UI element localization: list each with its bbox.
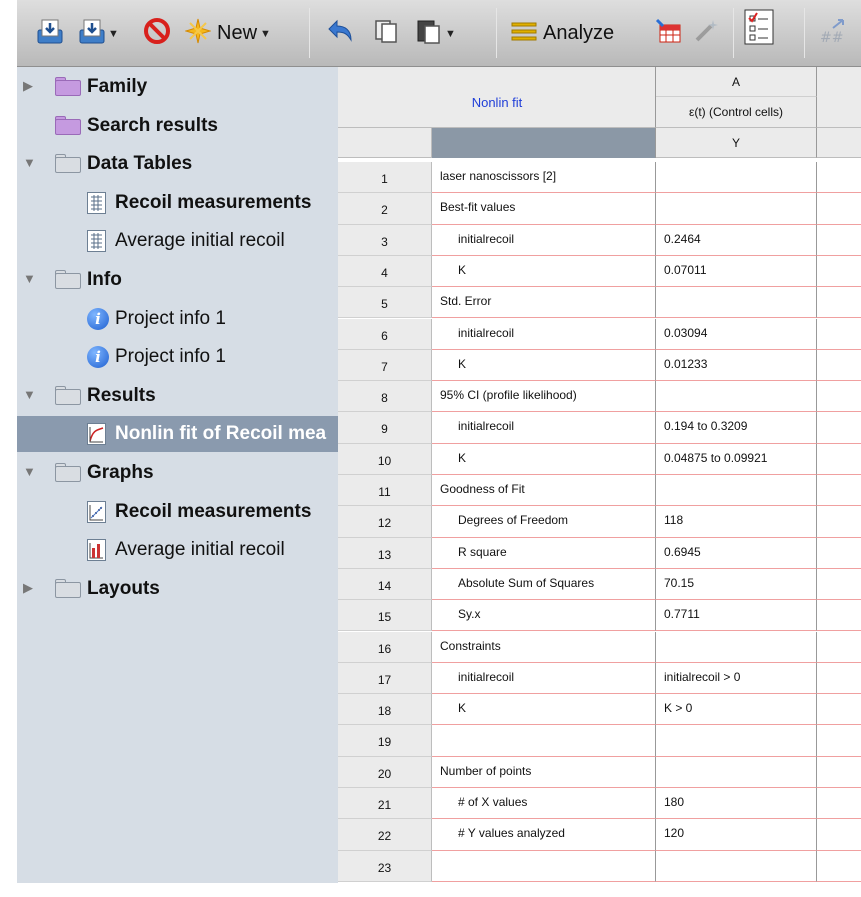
copy-button[interactable] — [373, 0, 399, 67]
empty-cell[interactable] — [817, 412, 861, 443]
chevron-down-icon: ▼ — [445, 27, 456, 40]
table-row — [338, 225, 861, 256]
row-title-cell[interactable]: Constraints — [432, 632, 656, 663]
table-row — [338, 162, 861, 193]
row-title-cell[interactable]: Best-fit values — [432, 193, 656, 224]
table-row — [338, 350, 861, 381]
bar-graph-icon — [87, 539, 106, 561]
row-title-cell[interactable]: initialrecoil — [432, 319, 656, 350]
sheet-title: Nonlin fit — [471, 95, 523, 110]
folder-icon — [55, 116, 81, 135]
table-row — [338, 287, 861, 318]
table-row — [338, 788, 861, 819]
sidebar-item-label: Search results — [87, 114, 218, 136]
analyze-icon — [511, 20, 537, 47]
sidebar-item[interactable] — [17, 301, 338, 337]
new-star-icon — [185, 18, 211, 49]
row-title-cell[interactable] — [432, 725, 656, 756]
empty-cell[interactable] — [817, 162, 861, 193]
row-title-cell[interactable]: K — [432, 444, 656, 475]
table-row — [338, 694, 861, 725]
results-sheet-icon — [87, 423, 106, 445]
value-cell[interactable]: 120 — [656, 819, 817, 850]
sidebar-item[interactable] — [17, 532, 338, 568]
row-number[interactable]: 7 — [338, 350, 432, 381]
value-cell[interactable] — [656, 162, 817, 193]
empty-cell[interactable] — [817, 819, 861, 850]
sidebar-item-label: Layouts — [87, 577, 160, 599]
sidebar-item[interactable] — [17, 69, 338, 105]
value-cell[interactable]: 70.15 — [656, 569, 817, 600]
table-row — [338, 256, 861, 287]
new-label: New — [217, 22, 258, 44]
value-cell[interactable]: 0.04875 to 0.09921 — [656, 444, 817, 475]
empty-cell[interactable] — [817, 600, 861, 631]
chevron-down-icon: ▼ — [108, 27, 119, 40]
empty-cell[interactable] — [817, 538, 861, 569]
row-number[interactable]: 19 — [338, 725, 432, 756]
row-title-cell[interactable]: # of X values — [432, 788, 656, 819]
value-cell[interactable]: K > 0 — [656, 694, 817, 725]
sidebar-item-label: Recoil measurements — [115, 500, 312, 522]
toolbar — [17, 0, 861, 67]
folder-icon — [55, 77, 81, 96]
navigator-sidebar — [17, 67, 338, 883]
new-button[interactable] — [185, 0, 271, 67]
empty-cell[interactable] — [817, 663, 861, 694]
row-title-cell[interactable]: initialrecoil — [432, 412, 656, 443]
sidebar-item[interactable] — [17, 262, 338, 298]
disclosure-expanded-icon[interactable]: ▼ — [23, 386, 36, 402]
export-icon — [79, 18, 105, 49]
row-number[interactable]: 21 — [338, 788, 432, 819]
paste-icon — [416, 18, 442, 49]
column-a-subheader: Y — [656, 128, 817, 158]
row-number[interactable]: 2 — [338, 193, 432, 224]
empty-cell[interactable] — [817, 193, 861, 224]
value-cell[interactable] — [656, 851, 817, 882]
toolbar-divider — [496, 8, 497, 58]
table-row — [338, 851, 861, 882]
table-row — [338, 475, 861, 506]
row-number[interactable]: 13 — [338, 538, 432, 569]
stop-icon — [144, 18, 170, 49]
undo-button[interactable] — [325, 0, 353, 67]
empty-cell[interactable] — [817, 788, 861, 819]
value-cell[interactable] — [656, 725, 817, 756]
folder-icon — [55, 386, 81, 405]
sidebar-item[interactable] — [17, 146, 338, 182]
row-title-cell[interactable]: Absolute Sum of Squares — [432, 569, 656, 600]
value-cell[interactable]: 0.6945 — [656, 538, 817, 569]
empty-cell[interactable] — [817, 851, 861, 882]
row-title-cell[interactable]: 95% CI (profile likelihood) — [432, 381, 656, 412]
value-cell[interactable]: 0.194 to 0.3209 — [656, 412, 817, 443]
value-cell[interactable] — [656, 381, 817, 412]
row-title-cell[interactable]: Std. Error — [432, 287, 656, 318]
row-number[interactable]: 16 — [338, 632, 432, 663]
value-cell[interactable]: 118 — [656, 506, 817, 537]
svg-text:##: ## — [820, 30, 844, 44]
analyze-label: Analyze — [543, 22, 615, 44]
sidebar-item-label: Nonlin fit of Recoil mea — [115, 423, 327, 445]
row-title-cell[interactable]: K — [432, 256, 656, 287]
row-number[interactable]: 11 — [338, 475, 432, 506]
empty-cell[interactable] — [817, 444, 861, 475]
row-number[interactable]: 18 — [338, 694, 432, 725]
row-title-cell[interactable]: # Y values analyzed — [432, 819, 656, 850]
value-cell[interactable] — [656, 193, 817, 224]
column-a-header[interactable]: A — [656, 67, 817, 97]
empty-cell[interactable] — [817, 287, 861, 318]
data-table-icon — [87, 230, 106, 252]
row-number[interactable]: 14 — [338, 569, 432, 600]
checklist-button[interactable] — [744, 0, 774, 63]
folder-icon — [55, 579, 81, 598]
empty-cell[interactable] — [817, 319, 861, 350]
table-row — [338, 600, 861, 631]
row-number[interactable]: 23 — [338, 851, 432, 882]
table-row — [338, 444, 861, 475]
table-row — [338, 725, 861, 756]
disclosure-expanded-icon[interactable]: ▼ — [23, 155, 36, 171]
table-row — [338, 319, 861, 350]
disclosure-expanded-icon[interactable]: ▼ — [23, 271, 36, 286]
checklist-icon — [744, 9, 774, 50]
table-row — [338, 506, 861, 537]
sheet-title-cell — [338, 67, 656, 128]
row-number[interactable]: 12 — [338, 506, 432, 537]
undo-icon — [325, 18, 353, 49]
sidebar-item-label: Average initial recoil — [115, 539, 285, 561]
number-format-button[interactable] — [819, 0, 847, 67]
row-number[interactable]: 15 — [338, 600, 432, 631]
sidebar-item-label: Data Tables — [87, 153, 193, 175]
table-button[interactable] — [654, 0, 682, 67]
results-sheet — [338, 67, 861, 883]
row-title-cell[interactable]: K — [432, 694, 656, 725]
row-title-cell[interactable]: initialrecoil — [432, 663, 656, 694]
info-icon: i — [87, 346, 109, 368]
row-title-cell[interactable]: Number of points — [432, 757, 656, 788]
empty-cell[interactable] — [817, 632, 861, 663]
table-row — [338, 193, 861, 224]
empty-cell[interactable] — [817, 757, 861, 788]
row-title-cell[interactable]: initialrecoil — [432, 225, 656, 256]
empty-cell[interactable] — [817, 694, 861, 725]
sidebar-item-label: Recoil measurements — [115, 191, 312, 213]
value-cell[interactable]: 0.2464 — [656, 225, 817, 256]
table-row — [338, 663, 861, 694]
sidebar-item-label: Family — [87, 76, 148, 97]
empty-cell[interactable] — [817, 475, 861, 506]
row-title-header — [432, 128, 656, 158]
table-row — [338, 412, 861, 443]
toolbar-divider — [733, 8, 734, 58]
import-button[interactable] — [37, 0, 63, 67]
folder-icon — [55, 270, 81, 289]
sidebar-item-label: Results — [87, 384, 156, 406]
table-row — [338, 819, 861, 850]
row-title-cell[interactable]: Degrees of Freedom — [432, 506, 656, 537]
value-cell[interactable]: 0.01233 — [656, 350, 817, 381]
row-number[interactable]: 8 — [338, 381, 432, 412]
sidebar-item[interactable] — [17, 378, 338, 414]
row-title-cell[interactable]: Sy.x — [432, 600, 656, 631]
disclosure-collapsed-icon[interactable]: ▶ — [23, 579, 33, 595]
column-b-subheader — [817, 128, 861, 158]
toolbar-divider — [309, 8, 310, 58]
value-cell[interactable] — [656, 287, 817, 318]
folder-icon — [55, 154, 81, 173]
table-row — [338, 757, 861, 788]
toolbar-divider — [804, 8, 805, 58]
sidebar-item[interactable] — [17, 108, 338, 144]
analyze-button[interactable] — [511, 0, 614, 67]
row-number[interactable]: 4 — [338, 256, 432, 287]
paste-button[interactable] — [416, 0, 456, 67]
sidebar-item[interactable] — [17, 571, 338, 607]
value-cell[interactable]: 180 — [656, 788, 817, 819]
empty-cell[interactable] — [817, 506, 861, 537]
empty-cell[interactable] — [817, 381, 861, 412]
wand-icon — [693, 18, 721, 49]
row-title-cell[interactable]: laser nanoscissors [2] — [432, 162, 656, 193]
chevron-down-icon: ▼ — [260, 27, 271, 40]
xy-graph-icon — [87, 501, 106, 523]
export-button[interactable] — [79, 0, 119, 67]
value-cell[interactable]: 0.7711 — [656, 600, 817, 631]
row-number[interactable]: 3 — [338, 225, 432, 256]
sidebar-item[interactable] — [17, 494, 338, 530]
row-number[interactable]: 6 — [338, 319, 432, 350]
disclosure-expanded-icon[interactable]: ▼ — [23, 464, 36, 479]
row-title-cell[interactable]: R square — [432, 538, 656, 569]
value-cell[interactable]: 0.07011 — [656, 256, 817, 287]
empty-cell[interactable] — [817, 350, 861, 381]
stop-button[interactable] — [144, 0, 170, 67]
row-number[interactable]: 10 — [338, 444, 432, 475]
sidebar-item[interactable] — [17, 455, 338, 491]
value-cell[interactable]: initialrecoil > 0 — [656, 663, 817, 694]
sidebar-item[interactable] — [17, 185, 338, 221]
sidebar-item-label: Project info 1 — [115, 307, 226, 329]
table-row — [338, 538, 861, 569]
column-b-header[interactable] — [817, 67, 861, 128]
value-cell[interactable] — [656, 475, 817, 506]
table-row — [338, 569, 861, 600]
row-number[interactable]: 17 — [338, 663, 432, 694]
value-cell[interactable] — [656, 632, 817, 663]
sidebar-item[interactable] — [17, 339, 338, 375]
table-row — [338, 632, 861, 663]
disclosure-collapsed-icon[interactable]: ▶ — [23, 78, 33, 93]
empty-cell[interactable] — [817, 256, 861, 287]
sidebar-item-label: Project info 1 — [115, 346, 226, 368]
row-number[interactable]: 22 — [338, 819, 432, 850]
table-icon — [654, 18, 682, 49]
empty-cell[interactable] — [817, 725, 861, 756]
empty-cell[interactable] — [817, 569, 861, 600]
column-a-title[interactable]: ε(t) (Control cells) — [656, 97, 817, 128]
row-title-cell[interactable]: K — [432, 350, 656, 381]
row-title-cell[interactable] — [432, 851, 656, 882]
row-number[interactable]: 1 — [338, 162, 432, 193]
wand-button[interactable] — [693, 0, 721, 67]
sidebar-item-label: Graphs — [87, 462, 154, 483]
value-cell[interactable] — [656, 757, 817, 788]
sidebar-item[interactable] — [17, 223, 338, 259]
row-number[interactable]: 5 — [338, 287, 432, 318]
info-icon: i — [87, 308, 109, 330]
row-number[interactable]: 20 — [338, 757, 432, 788]
copy-icon — [373, 18, 399, 49]
table-row — [338, 381, 861, 412]
row-title-cell[interactable]: Goodness of Fit — [432, 475, 656, 506]
data-table-icon — [87, 192, 106, 214]
sidebar-item[interactable] — [17, 416, 338, 452]
empty-cell[interactable] — [817, 225, 861, 256]
import-icon — [37, 18, 63, 49]
sidebar-item-label: Info — [87, 269, 122, 290]
value-cell[interactable]: 0.03094 — [656, 319, 817, 350]
row-number[interactable]: 9 — [338, 412, 432, 443]
number-format-icon — [819, 18, 847, 49]
row-number-header — [338, 128, 432, 158]
sidebar-item-label: Average initial recoil — [115, 230, 285, 252]
folder-icon — [55, 463, 81, 482]
